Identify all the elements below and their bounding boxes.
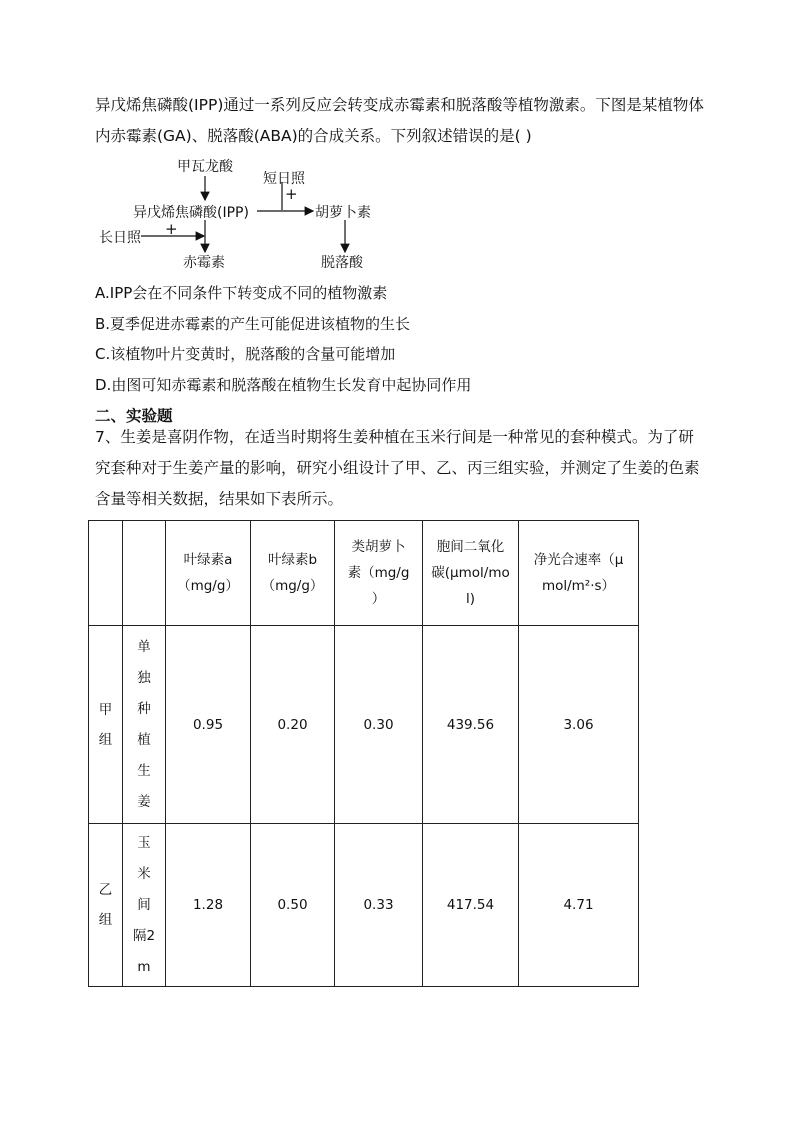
long-day-plus: + — [165, 220, 178, 238]
value-cell: 1.28 — [166, 824, 251, 987]
table-row — [89, 626, 639, 824]
header-net-photosynthesis: 净光合速率（μ mol/m²·s） — [519, 521, 639, 626]
treatment-cell: 玉 米 间 隔2 m — [123, 824, 166, 987]
header-carotenoid: 类胡萝卜 素（mg/g ） — [335, 521, 423, 626]
table-row — [89, 824, 639, 987]
question-6-stem: 异戊烯焦磷酸(IPP)通过一系列反应会转变成赤霉素和脱落酸等植物激素。下图是某植物体内赤霉素(GA)、脱落酸(ABA)的合成关系。下列叙述错误的是( ) — [95, 96, 704, 145]
option-d: D.由图可知赤霉素和脱落酸在植物生长发育中起协同作用 — [95, 376, 472, 394]
value-cell: 417.54 — [423, 824, 519, 987]
long-day-label: 长日照 — [99, 230, 141, 246]
carotene-label: 胡萝卜素 — [315, 205, 371, 221]
value-cell: 4.71 — [519, 824, 639, 987]
question-7-stem: 7、生姜是喜阴作物，在适当时期将生姜种植在玉米行间是一种常见的套种模式。为了研究套种对于生姜产量的影响，研究小组设计了甲、乙、丙三组实验，并测定了生姜的色素含量等相关数据，结果如下表所示。 — [95, 428, 700, 508]
group-cell: 甲 组 — [89, 626, 123, 824]
value-cell: 3.06 — [519, 626, 639, 824]
value-cell: 439.56 — [423, 626, 519, 824]
value-cell: 0.95 — [166, 626, 251, 824]
header-intercellular-co2: 胞间二氧化 碳(μmol/mo l) — [423, 521, 519, 626]
header-chlorophyll-a: 叶绿素a （mg/g） — [166, 521, 251, 626]
table-header-row — [89, 521, 639, 626]
group-cell: 乙 组 — [89, 824, 123, 987]
value-cell: 0.20 — [251, 626, 335, 824]
value-cell: 0.30 — [335, 626, 423, 824]
option-c: C.该植物叶片变黄时，脱落酸的含量可能增加 — [95, 345, 396, 363]
data-table — [88, 520, 639, 987]
treatment-cell: 单 独 种 植 生 姜 — [123, 626, 166, 824]
option-a: A.IPP会在不同条件下转变成不同的植物激素 — [95, 284, 388, 302]
synthesis-diagram — [95, 160, 425, 272]
gibberellin-label: 赤霉素 — [183, 255, 225, 271]
mevalonic-acid-label: 甲瓦龙酸 — [177, 159, 233, 175]
ipp-label: 异戊烯焦磷酸(IPP) — [133, 205, 249, 221]
header-empty-cell — [89, 521, 123, 626]
option-b: B.夏季促进赤霉素的产生可能促进该植物的生长 — [95, 315, 411, 333]
section-heading: 二、实验题 — [95, 407, 173, 425]
short-day-label: 短日照 — [263, 171, 305, 187]
short-day-plus: + — [285, 185, 298, 203]
value-cell: 0.33 — [335, 824, 423, 987]
header-chlorophyll-b: 叶绿素b （mg/g） — [251, 521, 335, 626]
abscisic-acid-label: 脱落酸 — [321, 255, 363, 271]
value-cell: 0.50 — [251, 824, 335, 987]
header-empty-cell — [123, 521, 166, 626]
